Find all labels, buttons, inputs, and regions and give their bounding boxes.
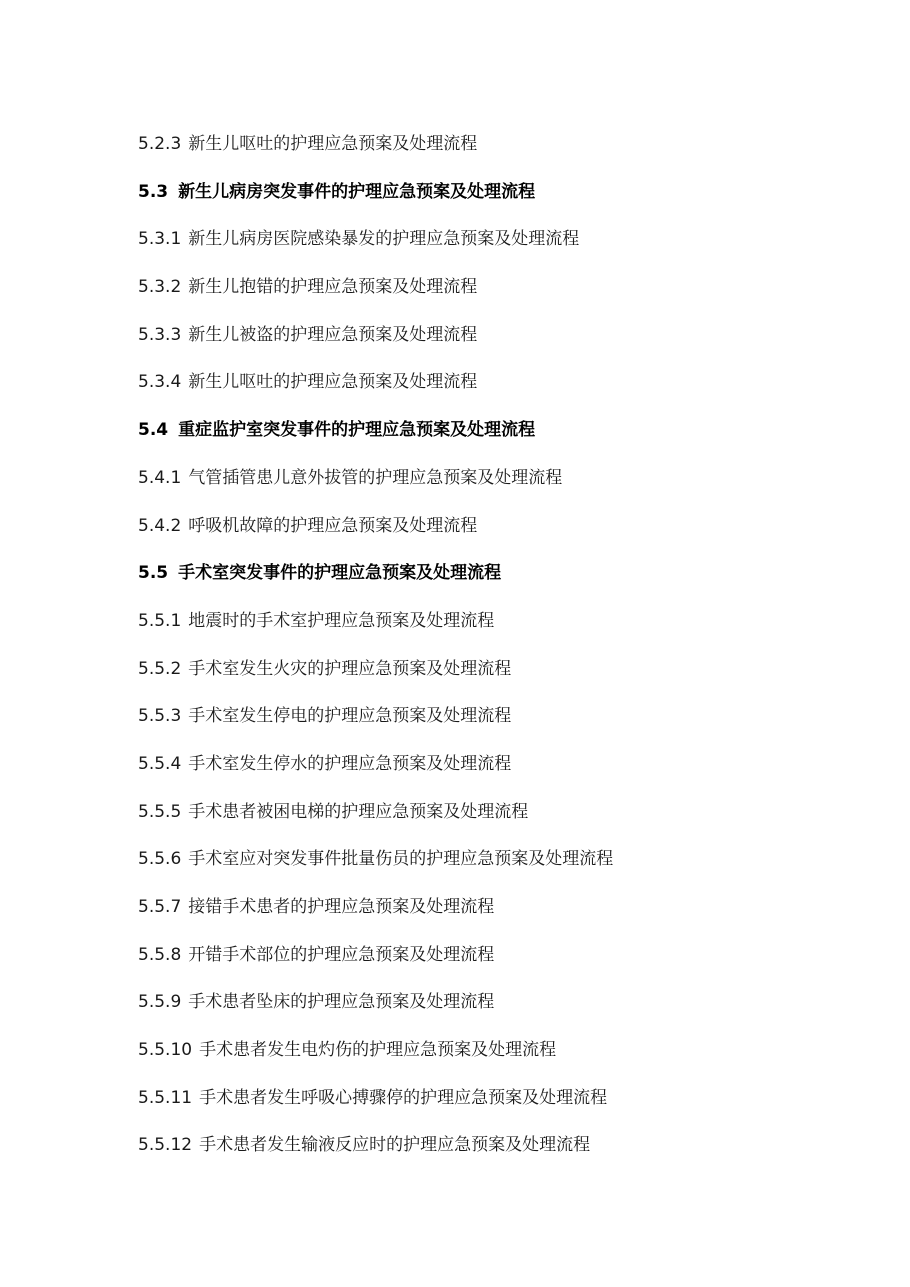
toc-entry-number: 5.5.1 bbox=[138, 610, 182, 631]
toc-entry-5-5-10 bbox=[138, 1028, 858, 1076]
toc-entry-5-4-1 bbox=[138, 456, 858, 504]
toc-entry-number: 5.5.11 bbox=[138, 1087, 193, 1108]
toc-section-5-5 bbox=[138, 551, 858, 599]
toc-entry-title: 手术室发生停电的护理应急预案及处理流程 bbox=[188, 706, 512, 727]
toc-entry-title: 手术患者坠床的护理应急预案及处理流程 bbox=[188, 992, 495, 1013]
toc-entry-5-5-3 bbox=[138, 694, 858, 742]
toc-entry-title: 开错手术部位的护理应急预案及处理流程 bbox=[188, 944, 495, 965]
toc-entry-title: 新生儿呕吐的护理应急预案及处理流程 bbox=[188, 372, 478, 393]
toc-entry-title: 新生儿被盗的护理应急预案及处理流程 bbox=[188, 324, 478, 345]
toc-entry-title: 手术患者发生输液反应时的护理应急预案及处理流程 bbox=[199, 1135, 591, 1156]
toc-entry-5-3-1 bbox=[138, 217, 858, 265]
toc-entry-title: 手术室发生火灾的护理应急预案及处理流程 bbox=[188, 658, 512, 679]
toc-entry-number: 5.3.1 bbox=[138, 229, 182, 250]
toc-entry-5-3-3 bbox=[138, 313, 858, 361]
toc-entry-number: 5.3.4 bbox=[138, 372, 182, 393]
toc-entry-5-5-8 bbox=[138, 933, 858, 981]
toc-section-5-4 bbox=[138, 408, 858, 456]
toc-section-number: 5.3 bbox=[138, 181, 169, 202]
toc-entry-number: 5.5.3 bbox=[138, 706, 182, 727]
toc-entry-5-5-2 bbox=[138, 647, 858, 695]
toc-entry-number: 5.4.2 bbox=[138, 515, 182, 536]
toc-entry-number: 5.5.4 bbox=[138, 753, 182, 774]
toc-entry-5-5-5 bbox=[138, 790, 858, 838]
toc-section-title: 手术室突发事件的护理应急预案及处理流程 bbox=[178, 563, 502, 584]
toc-entry-title: 手术患者发生电灼伤的护理应急预案及处理流程 bbox=[199, 1040, 557, 1061]
toc-entry-title: 新生儿抱错的护理应急预案及处理流程 bbox=[188, 277, 478, 298]
table-of-contents bbox=[138, 122, 858, 1171]
toc-entry-title: 地震时的手术室护理应急预案及处理流程 bbox=[188, 610, 495, 631]
toc-entry-title: 手术患者发生呼吸心搏骤停的护理应急预案及处理流程 bbox=[199, 1087, 608, 1108]
toc-entry-5-3-4 bbox=[138, 360, 858, 408]
toc-entry-title: 接错手术患者的护理应急预案及处理流程 bbox=[188, 897, 495, 917]
toc-entry-5-5-6 bbox=[138, 837, 858, 885]
toc-entry-5-4-2 bbox=[138, 504, 858, 552]
toc-entry-number: 5.5.12 bbox=[138, 1135, 193, 1156]
toc-entry-number: 5.3.3 bbox=[138, 324, 182, 345]
toc-section-number: 5.5 bbox=[138, 563, 169, 584]
toc-entry-5-3-2 bbox=[138, 265, 858, 313]
toc-section-number: 5.4 bbox=[138, 420, 169, 441]
toc-entry-number: 5.5.9 bbox=[138, 992, 182, 1013]
toc-entry-number: 5.5.5 bbox=[138, 801, 182, 822]
toc-entry-title: 新生儿病房医院感染暴发的护理应急预案及处理流程 bbox=[188, 229, 580, 250]
toc-entry-number: 5.2.3 bbox=[138, 134, 182, 154]
toc-entry-5-2-3 bbox=[138, 122, 858, 170]
toc-entry-5-5-4 bbox=[138, 742, 858, 790]
toc-entry-number: 5.5.10 bbox=[138, 1040, 193, 1061]
toc-entry-title: 手术室发生停水的护理应急预案及处理流程 bbox=[188, 753, 512, 774]
toc-entry-title: 手术室应对突发事件批量伤员的护理应急预案及处理流程 bbox=[188, 849, 614, 870]
toc-entry-number: 5.5.8 bbox=[138, 944, 182, 965]
toc-entry-5-5-9 bbox=[138, 980, 858, 1028]
toc-entry-5-5-7 bbox=[138, 885, 858, 933]
toc-entry-title: 呼吸机故障的护理应急预案及处理流程 bbox=[188, 515, 478, 536]
toc-entry-number: 5.4.1 bbox=[138, 467, 182, 488]
toc-entry-title: 气管插管患儿意外拔管的护理应急预案及处理流程 bbox=[188, 467, 563, 488]
toc-section-title: 重症监护室突发事件的护理应急预案及处理流程 bbox=[178, 420, 536, 441]
toc-entry-5-5-11 bbox=[138, 1076, 858, 1124]
toc-section-title: 新生儿病房突发事件的护理应急预案及处理流程 bbox=[178, 181, 536, 202]
toc-entry-number: 5.3.2 bbox=[138, 277, 182, 298]
toc-entry-title: 手术患者被困电梯的护理应急预案及处理流程 bbox=[188, 801, 529, 822]
toc-section-5-3 bbox=[138, 170, 858, 218]
toc-entry-number: 5.5.7 bbox=[138, 897, 182, 917]
toc-entry-number: 5.5.6 bbox=[138, 849, 182, 870]
toc-entry-5-5-12 bbox=[138, 1123, 858, 1171]
toc-entry-title: 新生儿呕吐的护理应急预案及处理流程 bbox=[188, 134, 478, 154]
toc-entry-5-5-1 bbox=[138, 599, 858, 647]
toc-entry-number: 5.5.2 bbox=[138, 658, 182, 679]
